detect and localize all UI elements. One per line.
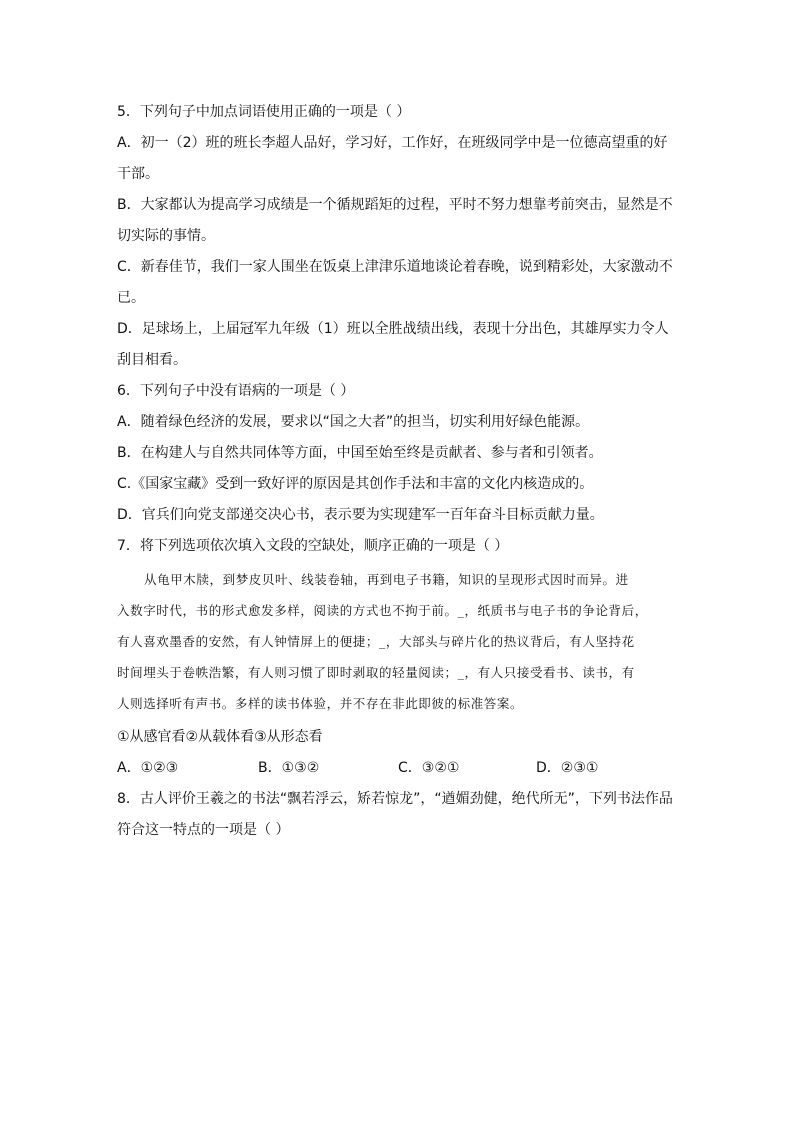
q5-option-c-line1: C．新春佳节，我们一家人围坐在饭桌上津津乐道地谈论着春晚，说到精彩处，大家激动不 [117, 259, 673, 275]
q7-passage-line4: 时间埋头于卷帙浩繁，有人则习惯了即时剥取的轻量阅读；_，有人只接受看书、读书，有 [117, 665, 635, 680]
q7-option-c: C．③②① [398, 760, 460, 776]
q7-option-a: A．①②③ [117, 760, 179, 776]
q8-stem-line1: 8．古人评价王羲之的书法“飘若浮云，矫若惊龙”，“遒媚劲健，绝代所无”，下列书法作品 [117, 791, 673, 807]
q6-option-b: B．在构建人与自然共同体等方面，中国至始至终是贡献者、参与者和引领者。 [117, 445, 603, 461]
q8-stem-line2: 符合这一特点的一项是（ ） [117, 822, 290, 838]
q6-option-c: C.《国家宝藏》受到一致好评的原因是其创作手法和丰富的文化内核造成的。 [117, 476, 594, 492]
q7-option-b: B．①③② [258, 760, 320, 776]
q7-passage-line3: 有人喜欢墨香的安然，有人钟情屏上的便捷；_，大部头与碎片化的热议背后，有人坚持花 [117, 634, 635, 649]
q5-option-b-line2: 切实际的事情。 [117, 228, 215, 244]
q5-option-d-line1: D．足球场上，上届冠军九年级（1）班以全胜战绩出线，表现十分出色，其雄厚实力令人 [117, 321, 669, 337]
q5-option-b-line1: B．大家都认为提高学习成绩是一个循规蹈矩的过程，平时不努力想靠考前突击，显然是不 [117, 197, 673, 213]
q7-stem: 7．将下列选项依次填入文段的空缺处，顺序正确的一项是（ ） [117, 538, 509, 554]
q5-option-d-line2: 刮目相看。 [117, 352, 187, 368]
q7-items: ①从感官看②从载体看③从形态看 [117, 729, 323, 745]
q5-option-a-line1: A．初一（2）班的班长李超人品好，学习好，工作好，在班级同学中是一位德高望重的好 [117, 135, 668, 151]
q7-passage-line5: 人则选择听有声书。多样的读书体验，并不存在非此即彼的标准答案。 [117, 696, 524, 711]
q5-option-c-line2: 已。 [117, 290, 145, 306]
q7-passage-line1: 从龟甲木牍，到梦皮贝叶、线装卷轴，再到电子书籍，知识的呈现形式因时而异。进 [144, 572, 629, 587]
q6-option-d: D．官兵们向党支部递交决心书，表示要为实现建军一百年奋斗目标贡献力量。 [117, 507, 604, 523]
q7-option-d: D．②③① [536, 760, 599, 776]
q7-passage-line2: 入数字时代，书的形式愈发多样，阅读的方式也不拘于前。_，纸质书与电子书的争论背后， [117, 603, 648, 618]
q6-option-a: A．随着绿色经济的发展，要求以“国之大者”的担当，切实利用好绿色能源。 [117, 414, 590, 430]
q6-stem: 6．下列句子中没有语病的一项是（ ） [117, 383, 355, 399]
q5-option-a-line2: 干部。 [117, 166, 159, 182]
q5-stem: 5．下列句子中加点词语使用正确的一项是（ ） [117, 104, 411, 120]
